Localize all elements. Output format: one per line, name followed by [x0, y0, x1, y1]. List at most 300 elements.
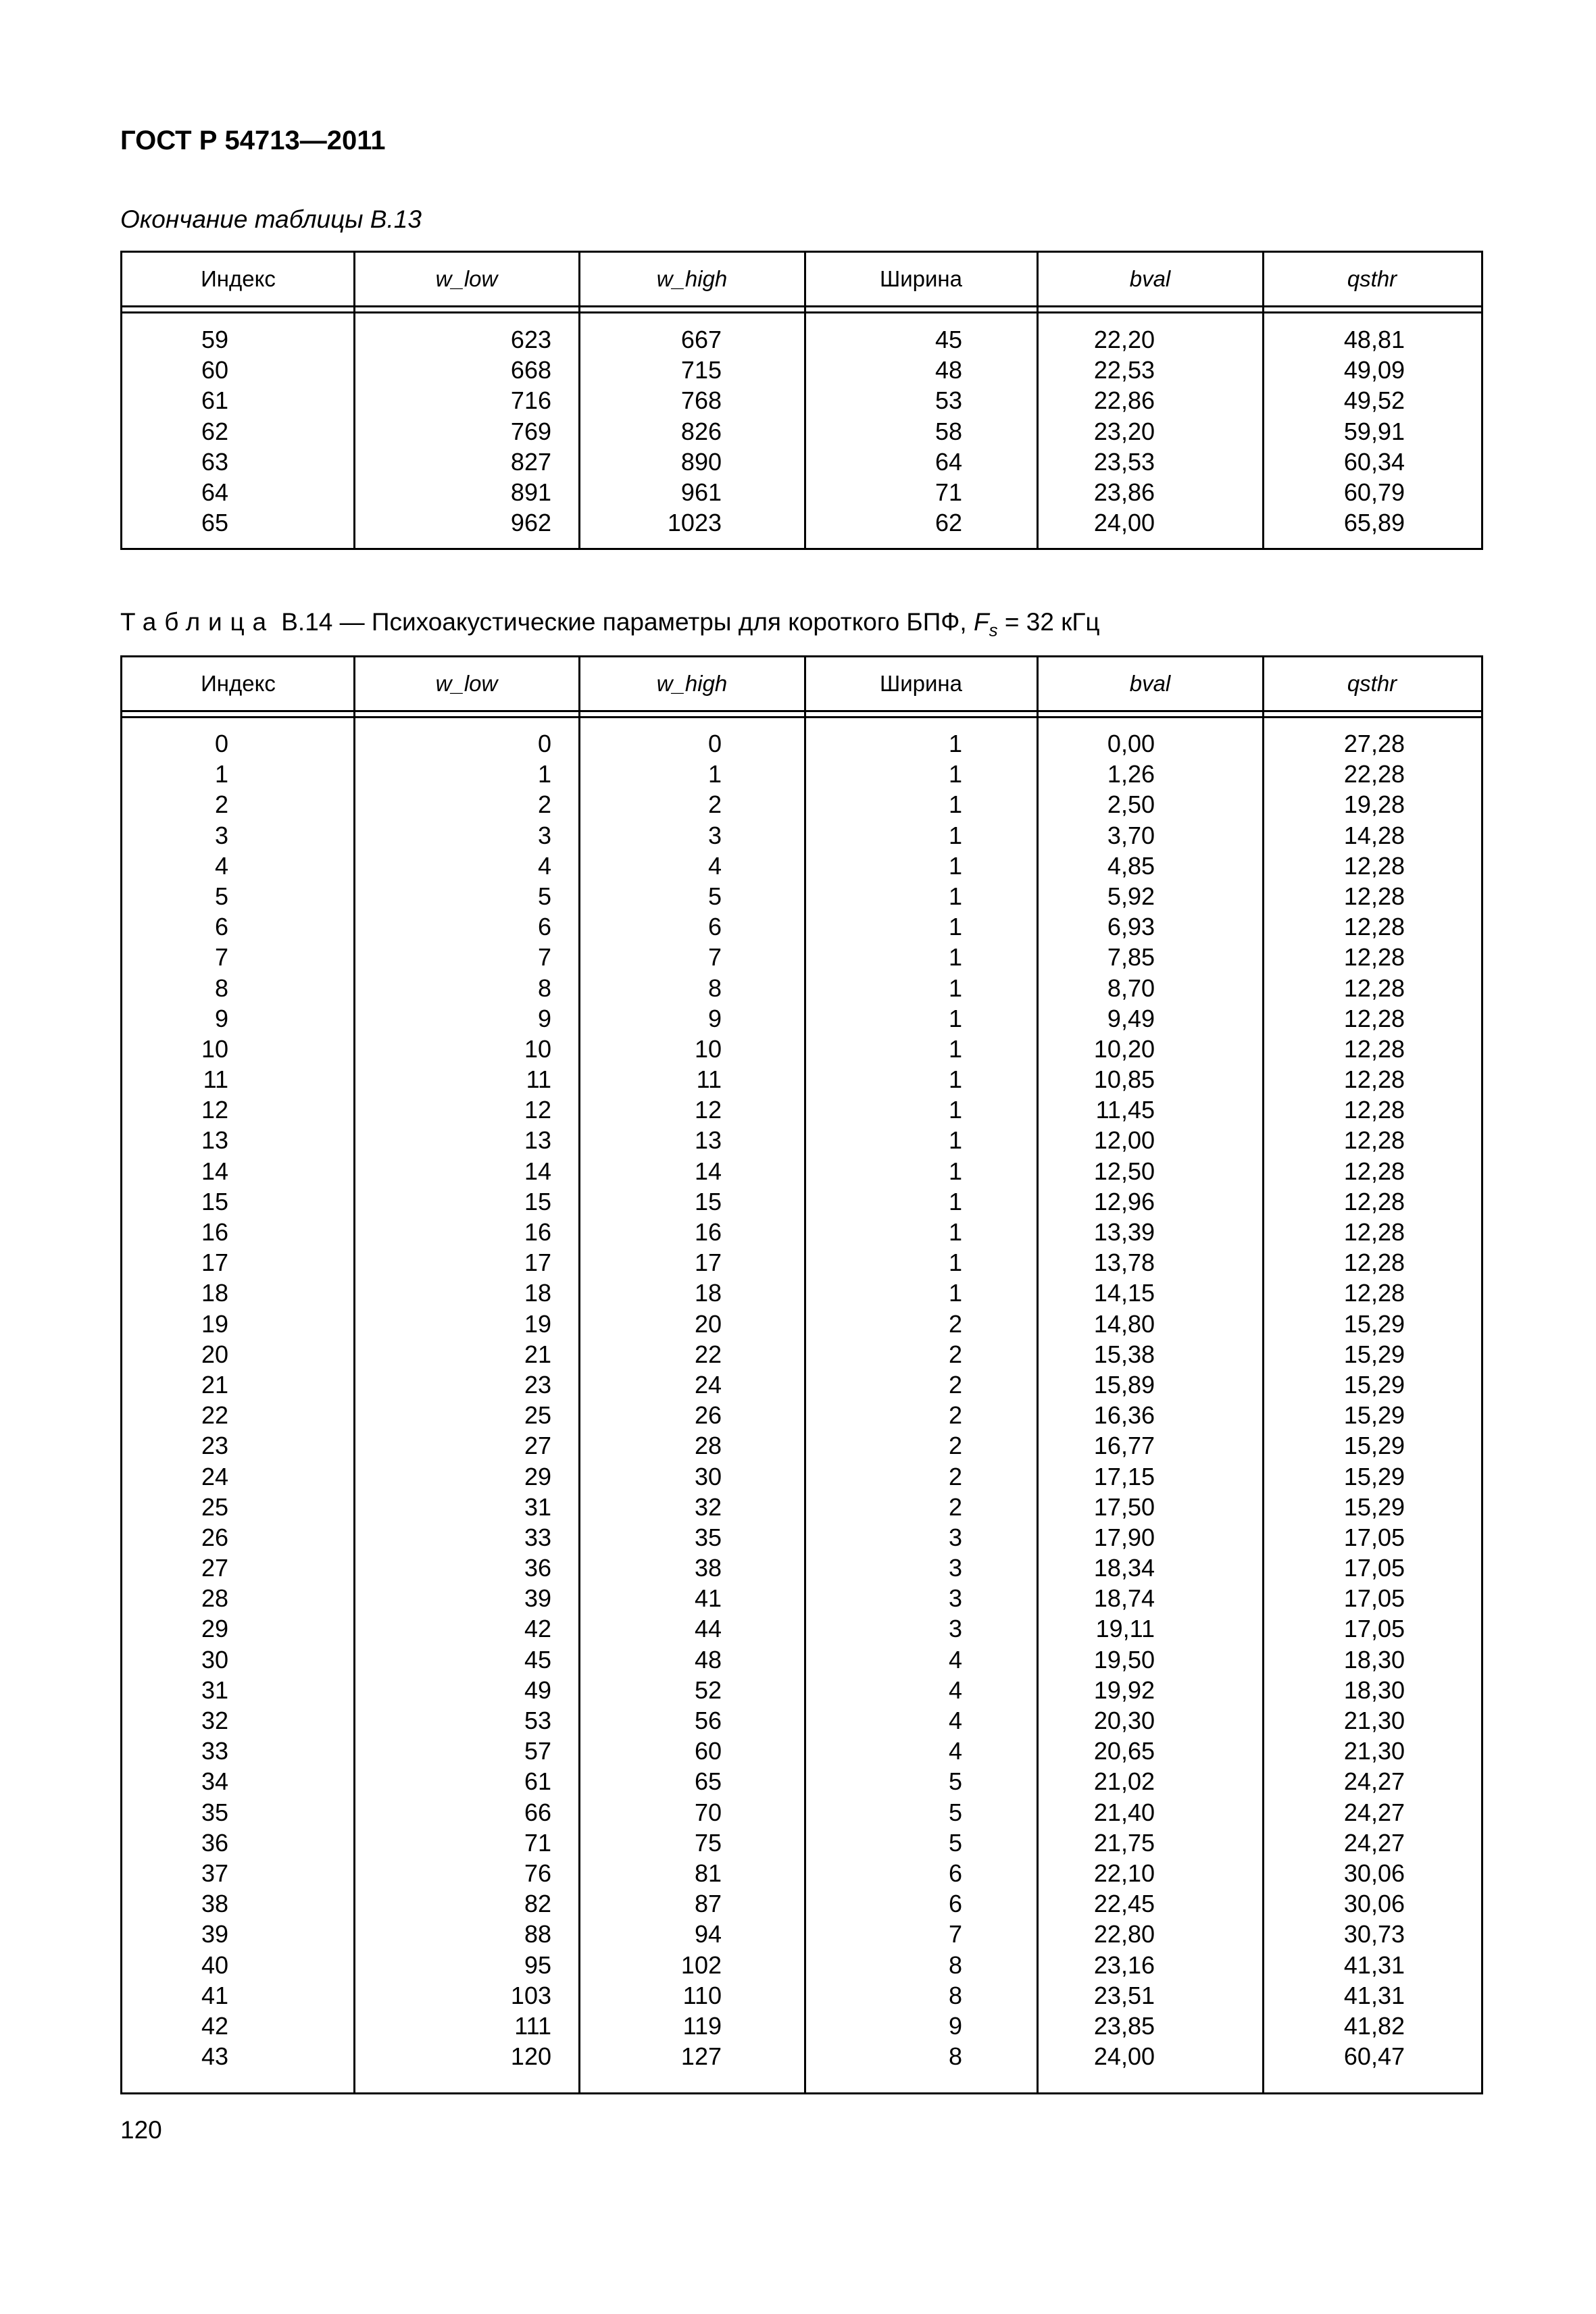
- table-row: [122, 1461, 1481, 1492]
- table-row: [122, 507, 1481, 538]
- table-row: [122, 728, 1481, 759]
- table-cell: 48: [934, 356, 962, 384]
- table-cell: 10,85: [1093, 1065, 1155, 1094]
- table-cell: 21: [201, 1370, 228, 1399]
- table-cell: 71: [934, 478, 962, 506]
- table-cell: 15,38: [1093, 1340, 1155, 1368]
- table-cell: 6,93: [1107, 913, 1155, 941]
- table-cell: 14,15: [1093, 1279, 1155, 1307]
- table-cell: 33: [201, 1737, 228, 1765]
- table-cell: 87: [694, 1890, 722, 1918]
- column-header: Ширина: [879, 671, 963, 696]
- table-cell: 24: [694, 1370, 722, 1399]
- table-cell: 17,05: [1343, 1584, 1405, 1613]
- table-cell: 21,75: [1093, 1828, 1155, 1857]
- table-cell: 1: [948, 1034, 962, 1063]
- table-cell: 3: [948, 1584, 962, 1613]
- table-cell: 9: [948, 2011, 962, 2040]
- table-cell: 14: [524, 1157, 551, 1185]
- table-cell: 65,89: [1343, 509, 1405, 537]
- table-cell: 1: [948, 821, 962, 849]
- table-cell: 12,28: [1343, 882, 1405, 910]
- table-cell: 27,28: [1343, 730, 1405, 757]
- table-row: [122, 973, 1481, 1003]
- table-cell: 40: [201, 1951, 228, 1979]
- table-cell: 30,06: [1343, 1859, 1405, 1887]
- table-cell: 14: [201, 1157, 228, 1185]
- table-cell: 44: [694, 1615, 722, 1643]
- column-header: Индекс: [201, 266, 276, 291]
- table-cell: 3: [707, 821, 722, 849]
- table-cell: 14,80: [1093, 1309, 1155, 1338]
- table-row: [122, 1613, 1481, 1644]
- table-cell: 0: [214, 730, 228, 757]
- table-row: [122, 1247, 1481, 1278]
- table-cell: 19,28: [1343, 790, 1405, 819]
- table-cell: 103: [510, 1981, 551, 2009]
- table-cell: 15,89: [1093, 1370, 1155, 1399]
- table-cell: 56: [694, 1707, 722, 1734]
- table-cell: 12,96: [1093, 1187, 1155, 1215]
- table-cell: 5: [948, 1798, 962, 1826]
- table-cell: 12,28: [1343, 1157, 1405, 1185]
- table-cell: 15,29: [1343, 1370, 1405, 1399]
- table-row: [122, 2041, 1481, 2071]
- table-cell: 0: [537, 730, 551, 757]
- table-row: [122, 1675, 1481, 1705]
- table-cell: 12,28: [1343, 1249, 1405, 1277]
- table-cell: 28: [201, 1584, 228, 1613]
- table-cell: 827: [510, 447, 551, 476]
- table-cell: 60,34: [1343, 447, 1405, 476]
- table-cell: 64: [934, 447, 962, 476]
- table-cell: 42: [524, 1615, 551, 1643]
- table-cell: 22,53: [1093, 356, 1155, 384]
- table-cell: 6: [948, 1890, 962, 1918]
- table-row: [122, 324, 1481, 355]
- table-cell: 26: [694, 1401, 722, 1430]
- table-cell: 9: [537, 1004, 551, 1032]
- table-cell: 23: [524, 1370, 551, 1399]
- table-cell: 31: [201, 1676, 228, 1704]
- caption-subscript: s: [989, 620, 998, 640]
- table-cell: 1: [948, 1218, 962, 1246]
- table-cell: 12,00: [1093, 1126, 1155, 1155]
- table-cell: 6: [948, 1859, 962, 1887]
- table-row: [122, 1217, 1481, 1247]
- table-cell: 768: [680, 386, 722, 415]
- table-cell: 31: [524, 1492, 551, 1521]
- table-cell: 22,45: [1093, 1890, 1155, 1918]
- table-cell: 22,20: [1093, 326, 1155, 353]
- table-cell: 41,31: [1343, 1981, 1405, 2009]
- document-code: ГОСТ Р 54713—2011: [120, 126, 386, 155]
- table-cell: 11: [526, 1065, 551, 1094]
- table-cell: 30: [694, 1462, 722, 1490]
- table-row: [122, 881, 1481, 911]
- table-cell: 22: [201, 1401, 228, 1430]
- table-cell: 13: [524, 1126, 551, 1155]
- table-cell: 1: [948, 851, 962, 880]
- table-cell: 63: [201, 447, 228, 476]
- table-row: [122, 1492, 1481, 1522]
- table-b14: [120, 655, 1483, 2094]
- table-cell: 119: [682, 2011, 722, 2040]
- table-cell: 668: [510, 356, 551, 384]
- table-cell: 1: [948, 1126, 962, 1155]
- table-cell: 60: [201, 356, 228, 384]
- table-cell: 890: [680, 447, 722, 476]
- table-row: [122, 1278, 1481, 1308]
- table-cell: 12,28: [1343, 943, 1405, 972]
- table-cell: 10: [694, 1034, 722, 1063]
- table-cell: 4: [948, 1676, 962, 1704]
- table-cell: 24,27: [1343, 1828, 1405, 1857]
- table-cell: 3: [948, 1554, 962, 1582]
- table-cell: 0: [707, 730, 722, 757]
- column-header: qsthr: [1347, 266, 1397, 291]
- table-row: [122, 477, 1481, 507]
- table-row: [122, 851, 1481, 881]
- table-cell: 24,27: [1343, 1767, 1405, 1796]
- table-cell: 30,06: [1343, 1890, 1405, 1918]
- caption-symbol: F: [974, 608, 989, 636]
- table-cell: 3: [948, 1523, 962, 1551]
- table-cell: 4: [948, 1707, 962, 1734]
- table-cell: 22,80: [1093, 1920, 1155, 1948]
- table-cell: 102: [680, 1951, 722, 1979]
- table-cell: 17,90: [1093, 1523, 1155, 1551]
- table-cell: 19: [201, 1309, 228, 1338]
- table-cell: 15,29: [1343, 1462, 1405, 1490]
- table-row: [122, 1156, 1481, 1186]
- table-cell: 769: [510, 417, 551, 445]
- table-row: [122, 942, 1481, 972]
- table-cell: 12: [201, 1096, 228, 1124]
- table-cell: 21: [524, 1340, 551, 1368]
- table-row: [122, 1186, 1481, 1217]
- table-cell: 49,09: [1343, 356, 1405, 384]
- table-row: [122, 1583, 1481, 1613]
- table-cell: 111: [514, 2011, 551, 2040]
- column-header: w_low: [435, 671, 498, 696]
- table-cell: 60,79: [1343, 478, 1405, 506]
- table-cell: 1: [948, 1157, 962, 1185]
- table-cell: 1: [948, 943, 962, 972]
- table-cell: 667: [680, 326, 722, 353]
- table-cell: 8: [707, 974, 722, 1002]
- table-cell: 6: [214, 913, 228, 941]
- caption-value: = 32 кГц: [997, 608, 1100, 636]
- table-cell: 27: [524, 1432, 551, 1460]
- caption-text: В.14 — Психоакустические параметры для короткого БПФ,: [274, 608, 974, 636]
- table-header-double-rule: [122, 311, 1481, 313]
- table-cell: 2: [948, 1370, 962, 1399]
- table-cell: 41: [694, 1584, 722, 1613]
- table-row: [122, 1980, 1481, 2011]
- table-cell: 19,11: [1095, 1615, 1155, 1643]
- table-cell: 28: [694, 1432, 722, 1460]
- table-cell: 8: [537, 974, 551, 1002]
- caption-lead: Таблица: [120, 608, 274, 636]
- table-row: [122, 789, 1481, 820]
- table-cell: 20: [694, 1309, 722, 1338]
- table-cell: 30,73: [1343, 1920, 1405, 1948]
- table-row: [122, 355, 1481, 385]
- table-cell: 21,30: [1343, 1707, 1405, 1734]
- table-cell: 57: [524, 1737, 551, 1765]
- table-cell: 15: [694, 1187, 722, 1215]
- table-cell: 24,00: [1093, 509, 1155, 537]
- table-cell: 37: [201, 1859, 228, 1887]
- table-cell: 64: [201, 478, 228, 506]
- table-cell: 18: [524, 1279, 551, 1307]
- column-divider: [1262, 657, 1264, 2092]
- table-cell: 5: [214, 882, 228, 910]
- table-cell: 8,70: [1107, 974, 1155, 1002]
- table-cell: 9,49: [1107, 1004, 1155, 1032]
- table-cell: 58: [934, 417, 962, 445]
- table-cell: 19,92: [1093, 1676, 1155, 1704]
- table-cell: 18: [201, 1279, 228, 1307]
- table-cell: 1: [948, 1279, 962, 1307]
- table-cell: 75: [694, 1828, 722, 1857]
- table-row: [122, 1644, 1481, 1675]
- column-header: Ширина: [879, 266, 963, 291]
- table-row: [122, 1400, 1481, 1430]
- table-cell: 35: [694, 1523, 722, 1551]
- table-cell: 2: [948, 1432, 962, 1460]
- table-cell: 21,30: [1343, 1737, 1405, 1765]
- table-cell: 8: [948, 1951, 962, 1979]
- table-row: [122, 1828, 1481, 1858]
- table-cell: 13,78: [1093, 1249, 1155, 1277]
- table-cell: 12,28: [1343, 1065, 1405, 1094]
- table-cell: 2: [214, 790, 228, 819]
- table-cell: 53: [524, 1707, 551, 1734]
- table-cell: 4: [537, 851, 551, 880]
- table-cell: 11,45: [1095, 1096, 1155, 1124]
- table-row: [122, 820, 1481, 851]
- table-cell: 16,36: [1093, 1401, 1155, 1430]
- table-cell: 17: [201, 1249, 228, 1277]
- table-cell: 10: [524, 1034, 551, 1063]
- table-cell: 15: [524, 1187, 551, 1215]
- table-cell: 17: [694, 1249, 722, 1277]
- table-cell: 62: [934, 509, 962, 537]
- table-cell: 82: [524, 1890, 551, 1918]
- table-cell: 45: [934, 326, 962, 353]
- table-header-double-rule: [122, 716, 1481, 718]
- table-cell: 1: [948, 790, 962, 819]
- table-cell: 12,28: [1343, 1126, 1405, 1155]
- table-cell: 71: [524, 1828, 551, 1857]
- table-cell: 12,28: [1343, 1279, 1405, 1307]
- table-cell: 12,28: [1343, 913, 1405, 941]
- table-cell: 22,28: [1343, 760, 1405, 788]
- table-cell: 2: [948, 1492, 962, 1521]
- table-cell: 891: [510, 478, 551, 506]
- table-cell: 36: [524, 1554, 551, 1582]
- table-cell: 17,50: [1093, 1492, 1155, 1521]
- table-cell: 0,00: [1107, 730, 1155, 757]
- table-cell: 41: [201, 1981, 228, 2009]
- table-cell: 4: [948, 1737, 962, 1765]
- table-cell: 21,40: [1093, 1798, 1155, 1826]
- table-cell: 59: [201, 326, 228, 353]
- table-cell: 2: [537, 790, 551, 819]
- table-cell: 18,34: [1093, 1554, 1155, 1582]
- table-row: [122, 1309, 1481, 1339]
- column-header: w_high: [656, 671, 728, 696]
- table-cell: 1: [948, 1187, 962, 1215]
- table-row: [122, 447, 1481, 477]
- table-cell: 14,28: [1343, 821, 1405, 849]
- table-cell: 17,05: [1343, 1554, 1405, 1582]
- table-row: [122, 1950, 1481, 1980]
- table-row: [122, 1339, 1481, 1369]
- table-cell: 12,50: [1093, 1157, 1155, 1185]
- table-cell: 26: [201, 1523, 228, 1551]
- table-row: [122, 1095, 1481, 1125]
- table-cell: 18,30: [1343, 1676, 1405, 1704]
- table-cell: 16: [694, 1218, 722, 1246]
- table-cell: 4: [707, 851, 722, 880]
- table-cell: 27: [201, 1554, 228, 1582]
- table-cell: 41,31: [1343, 1951, 1405, 1979]
- table-cell: 1: [948, 882, 962, 910]
- table-cell: 2: [948, 1340, 962, 1368]
- table-cell: 16: [524, 1218, 551, 1246]
- table-cell: 21,02: [1093, 1767, 1155, 1796]
- table-cell: 59,91: [1343, 417, 1405, 445]
- table-cell: 9: [707, 1004, 722, 1032]
- table-cell: 61: [201, 386, 228, 415]
- table-cell: 12: [694, 1096, 722, 1124]
- table-cell: 1: [214, 760, 228, 788]
- table-cell: 12,28: [1343, 1096, 1405, 1124]
- table-cell: 1: [948, 913, 962, 941]
- table-cell: 716: [510, 386, 551, 415]
- table-cell: 12,28: [1343, 1218, 1405, 1246]
- table-cell: 23,53: [1093, 447, 1155, 476]
- table-cell: 14: [694, 1157, 722, 1185]
- table-cell: 1: [948, 974, 962, 1002]
- table-cell: 110: [682, 1981, 722, 2009]
- table-row: [122, 1064, 1481, 1095]
- table-cell: 18,74: [1093, 1584, 1155, 1613]
- table-cell: 49,52: [1343, 386, 1405, 415]
- table-cell: 7,85: [1107, 943, 1155, 972]
- table-cell: 24: [201, 1462, 228, 1490]
- table-cell: 4: [948, 1645, 962, 1674]
- table-cell: 36: [201, 1828, 228, 1857]
- table-cell: 4: [214, 851, 228, 880]
- table-cell: 120: [510, 2042, 551, 2071]
- column-header: w_low: [435, 266, 498, 291]
- table-cell: 23,85: [1093, 2011, 1155, 2040]
- table-cell: 1: [537, 760, 551, 788]
- table-cell: 20,65: [1093, 1737, 1155, 1765]
- table-cell: 22: [694, 1340, 722, 1368]
- table-cell: 48: [694, 1645, 722, 1674]
- table-row: [122, 1522, 1481, 1553]
- table-cell: 5: [948, 1767, 962, 1796]
- table-cell: 18,30: [1343, 1645, 1405, 1674]
- table-cell: 16: [201, 1218, 228, 1246]
- table-cell: 826: [680, 417, 722, 445]
- table-cell: 11: [203, 1065, 228, 1094]
- table-cell: 45: [524, 1645, 551, 1674]
- table-cell: 62: [201, 417, 228, 445]
- column-header: bval: [1129, 266, 1171, 291]
- page-number: 120: [120, 2116, 162, 2144]
- table-cell: 3: [214, 821, 228, 849]
- table-cell: 12: [524, 1096, 551, 1124]
- table-cell: 7: [214, 943, 228, 972]
- table-cell: 52: [694, 1676, 722, 1704]
- table-cell: 60,47: [1343, 2042, 1405, 2071]
- table-cell: 23: [201, 1432, 228, 1460]
- table-cell: 17,05: [1343, 1615, 1405, 1643]
- table-cell: 15: [201, 1187, 228, 1215]
- table-cell: 623: [510, 326, 551, 353]
- table-cell: 12,28: [1343, 851, 1405, 880]
- table-cell: 29: [201, 1615, 228, 1643]
- table-row: [122, 1430, 1481, 1461]
- table-cell: 961: [680, 478, 722, 506]
- column-header: w_high: [656, 266, 728, 291]
- table-cell: 5,92: [1107, 882, 1155, 910]
- table-cell: 53: [934, 386, 962, 415]
- table-cell: 17: [524, 1249, 551, 1277]
- table-cell: 715: [680, 356, 722, 384]
- table-cell: 24,27: [1343, 1798, 1405, 1826]
- table-row: [122, 759, 1481, 789]
- table-cell: 38: [201, 1890, 228, 1918]
- table-cell: 1: [948, 730, 962, 757]
- table-cell: 3,70: [1107, 821, 1155, 849]
- table-row: [122, 1369, 1481, 1400]
- table-cell: 39: [524, 1584, 551, 1613]
- column-divider: [578, 657, 580, 2092]
- table-row: [122, 911, 1481, 942]
- table-row: [122, 2011, 1481, 2041]
- table-cell: 2: [948, 1309, 962, 1338]
- table-cell: 20,30: [1093, 1707, 1155, 1734]
- column-divider: [804, 657, 806, 2092]
- table-cell: 22,86: [1093, 386, 1155, 415]
- table-b13-end: [120, 251, 1483, 550]
- table-cell: 1: [948, 1249, 962, 1277]
- table-cell: 32: [201, 1707, 228, 1734]
- table-cell: 95: [524, 1951, 551, 1979]
- table-cell: 3: [948, 1615, 962, 1643]
- table-cell: 5: [948, 1828, 962, 1857]
- table-cell: 3: [537, 821, 551, 849]
- table-cell: 30: [201, 1645, 228, 1674]
- table-cell: 81: [694, 1859, 722, 1887]
- table-cell: 1: [948, 760, 962, 788]
- table-cell: 23,16: [1093, 1951, 1155, 1979]
- column-divider: [353, 657, 355, 2092]
- table-cell: 7: [948, 1920, 962, 1948]
- table-cell: 2: [707, 790, 722, 819]
- table-row: [122, 1003, 1481, 1034]
- table-cell: 5: [537, 882, 551, 910]
- table-cell: 127: [680, 2042, 722, 2071]
- table-cell: 18: [694, 1279, 722, 1307]
